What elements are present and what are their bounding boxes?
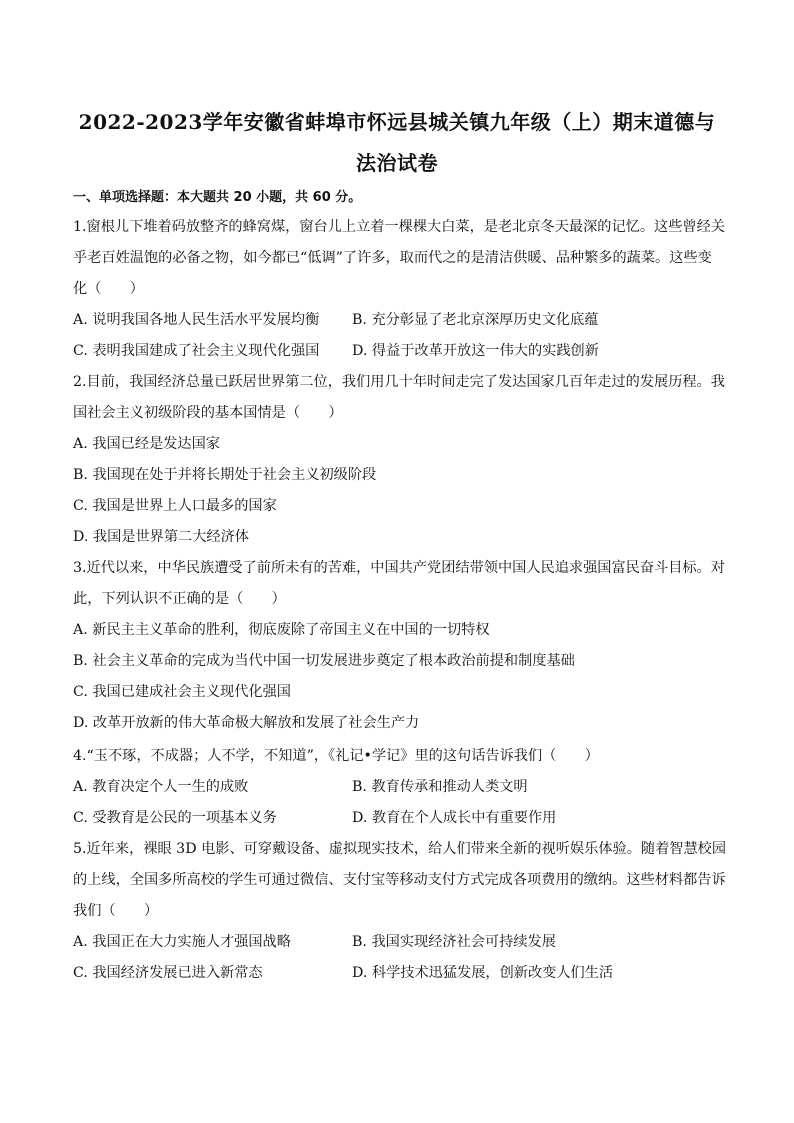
question-5-stem-line-1: 5.近年来，裸眼 3D 电影、可穿戴设备、虚拟现实技术，给人们带来全新的视听娱乐体验。随着智慧校园 <box>73 841 727 857</box>
question-3-option-d: D. 改革开放新的伟大革命极大解放和发展了社会生产力 <box>73 715 420 731</box>
question-5-stem-line-2: 的上线，全国多所高校的学生可通过微信、支付宝等移动支付方式完成各项费用的缴纳。这些材料都告诉 <box>73 872 726 888</box>
question-1-stem-line-2: 乎老百姓温饱的必备之物，如今都已“低调”了许多，取而代之的是清洁供暖、品种繁多的蔬菜。这些变 <box>73 250 712 266</box>
question-2-stem-line-2: 国社会主义初级阶段的基本国情是（ ） <box>73 405 343 421</box>
question-2-stem-line-1: 2.目前，我国经济总量已跃居世界第二位，我们用几十年时间走完了发达国家几百年走过的发展历程。我 <box>73 374 725 390</box>
question-1-option-b: B. 充分彰显了老北京深厚历史文化底蕴 <box>352 312 599 328</box>
question-4-option-b: B. 教育传承和推动人类文明 <box>352 779 528 795</box>
question-1-stem-line-3: 化（ ） <box>73 281 144 297</box>
question-1-option-d: D. 得益于改革开放这一伟大的实践创新 <box>352 343 599 359</box>
question-4-option-a: A. 教育决定个人一生的成败 <box>73 779 249 795</box>
exam-title-line1: 2022-2023学年安徽省蚌埠市怀远县城关镇九年级（上）期末道德与 <box>78 110 716 134</box>
question-5-stem-line-3: 我们（ ） <box>73 903 159 919</box>
question-3-option-a: A. 新民主主义革命的胜利，彻底废除了帝国主义在中国的一切特权 <box>73 622 490 638</box>
question-5-option-a: A. 我国正在大力实施人才强国战略 <box>73 934 291 950</box>
question-3-option-c: C. 我国已建成社会主义现代化强国 <box>73 684 291 700</box>
section-heading: 一、单项选择题：本大题共 20 小题，共 60 分。 <box>73 190 362 205</box>
question-2-option-c: C. 我国是世界上人口最多的国家 <box>73 498 277 514</box>
exam-title-line2: 法治试卷 <box>356 151 438 175</box>
question-3-stem-line-2: 此，下列认识不正确的是（ ） <box>73 591 286 607</box>
question-2-option-a: A. 我国已经是发达国家 <box>73 436 220 452</box>
question-3-option-b: B. 社会主义革命的完成为当代中国一切发展进步奠定了根本政治前提和制度基础 <box>73 653 575 669</box>
question-1-stem-line-1: 1.窗根儿下堆着码放整齐的蜂窝煤，窗台儿上立着一棵棵大白菜，是老北京冬天最深的记忆。这些曾经关 <box>73 219 725 235</box>
question-1-option-c: C. 表明我国建成了社会主义现代化强国 <box>73 343 320 359</box>
question-5-option-d: D. 科学技术迅猛发展，创新改变人们生活 <box>352 965 614 981</box>
question-4-option-c: C. 受教育是公民的一项基本义务 <box>73 810 277 826</box>
question-1-option-a: A. 说明我国各地人民生活水平发展均衡 <box>73 312 320 328</box>
question-5-option-c: C. 我国经济发展已进入新常态 <box>73 965 263 981</box>
question-4-option-d: D. 教育在个人成长中有重要作用 <box>352 810 557 826</box>
question-2-option-b: B. 我国现在处于并将长期处于社会主义初级阶段 <box>73 467 377 483</box>
question-5-option-b: B. 我国实现经济社会可持续发展 <box>352 934 556 950</box>
question-4-stem-line-1: 4.“玉不琢，不成器；人不学，不知道”，《礼记•学记》里的这句话告诉我们（ ） <box>73 748 599 764</box>
question-2-option-d: D. 我国是世界第二大经济体 <box>73 529 249 545</box>
question-3-stem-line-1: 3.近代以来，中华民族遭受了前所未有的苦难，中国共产党团结带领中国人民追求强国富民奋斗目标。对 <box>73 560 725 576</box>
